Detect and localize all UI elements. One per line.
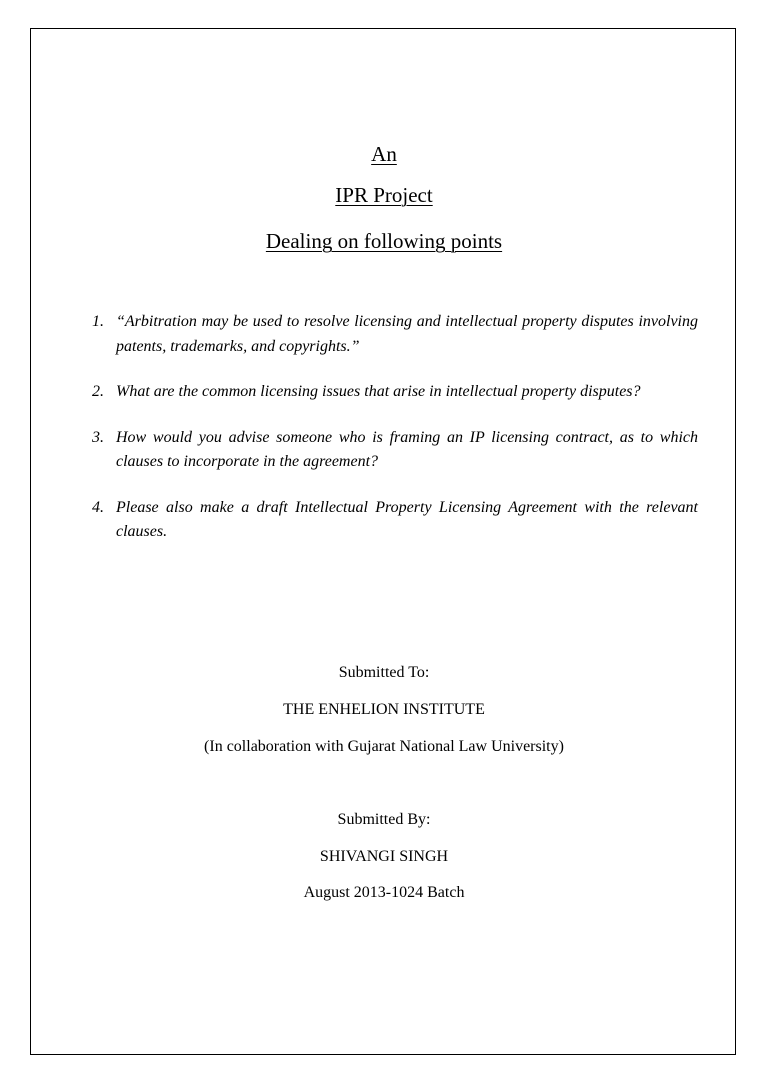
point-text: “Arbitration may be used to resolve licensing and intellectual property disputes involving patents, trademarks, and copyrights.” (116, 313, 698, 355)
title-ipr-project-text: IPR Project (335, 183, 433, 207)
point-item-3 (92, 426, 698, 475)
title-an (0, 141, 768, 167)
point-item-4 (92, 496, 698, 545)
institute-name: THE ENHELION INSTITUTE (283, 701, 485, 718)
point-number: 1. (92, 313, 104, 330)
point-number: 2. (92, 383, 104, 400)
submitted-by-label: Submitted By: (337, 811, 431, 828)
point-item-2 (92, 380, 698, 405)
title-ipr-project (0, 182, 768, 208)
point-number: 4. (92, 498, 104, 516)
point-item-1 (92, 310, 698, 359)
points-list (92, 310, 698, 566)
title-dealing-text: Dealing on following points (265, 229, 503, 253)
point-number: 3. (92, 428, 104, 446)
author-name: SHIVANGI SINGH (319, 848, 449, 865)
point-text: What are the common licensing issues that arise in intellectual property disputes? (116, 383, 641, 400)
collaboration-note: (In collaboration with Gujarat National Law University) (204, 738, 564, 755)
submitted-to-label: Submitted To: (338, 664, 430, 681)
title-an-text: An (371, 142, 397, 166)
point-text: Please also make a draft Intellectual Property Licensing Agreement with the relevant clauses. (116, 498, 698, 540)
title-dealing (0, 228, 768, 254)
batch-info: August 2013-1024 Batch (303, 884, 465, 901)
point-text: How would you advise someone who is framing an IP licensing contract, as to which clauses to incorporate in the agreement? (116, 428, 698, 470)
